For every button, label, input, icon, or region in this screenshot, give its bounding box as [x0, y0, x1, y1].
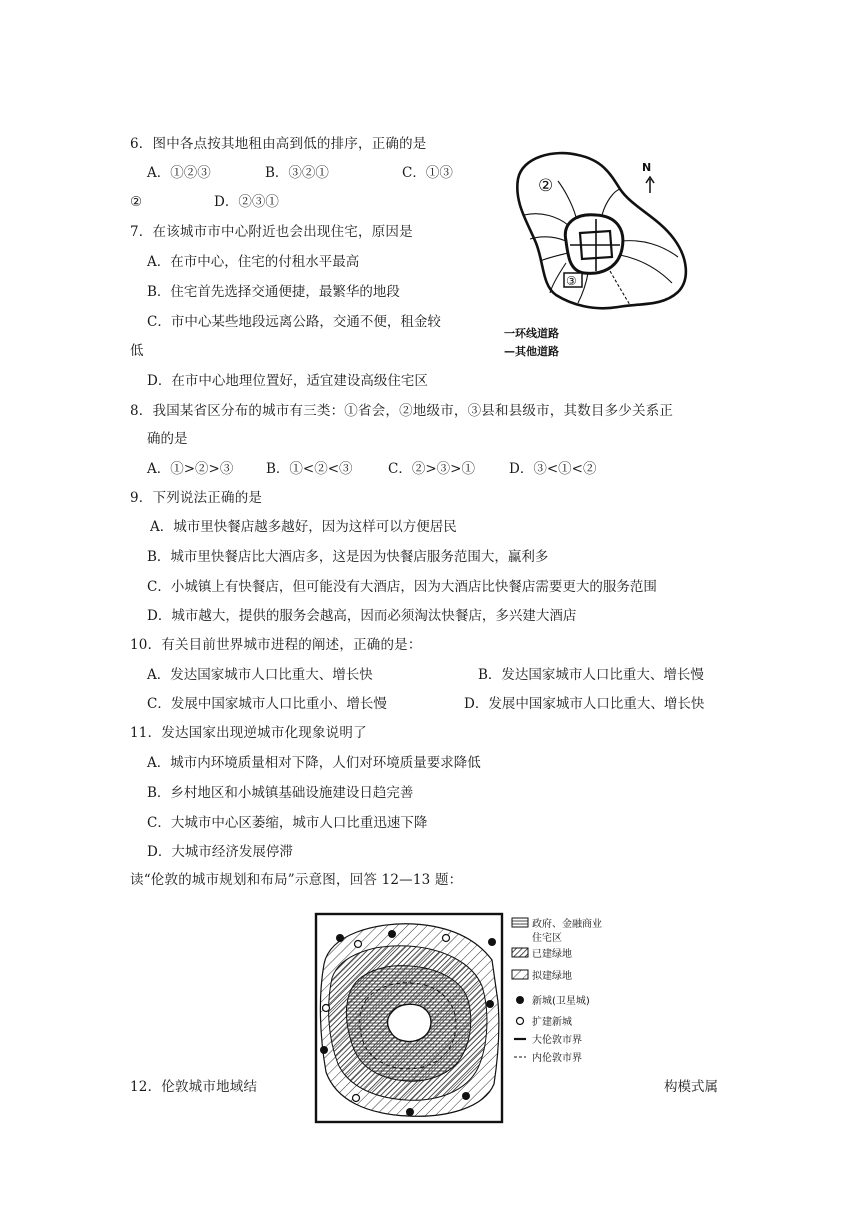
q12-stem-right: 构模式属 [664, 1079, 718, 1095]
q11-option-a: A．城市内环境质量相对下降，人们对环境质量要求降低 [147, 755, 481, 771]
new-town-dot [388, 930, 396, 938]
legend-other-road: —其他道路 [504, 345, 559, 358]
svg-text:拟建绿地: 拟建绿地 [532, 971, 572, 982]
svg-text:大伦敦市界: 大伦敦市界 [532, 1035, 582, 1046]
expanded-town-dot [443, 935, 450, 942]
svg-text:新城(卫星城): 新城(卫星城) [532, 996, 590, 1007]
svg-text:住宅区: 住宅区 [532, 933, 562, 944]
q7-option-b: B．住宅首先选择交通便捷，最繁华的地段 [147, 284, 400, 300]
core-zone [388, 1004, 431, 1041]
q7-option-c: C．市中心某些地段远离公路，交通不便，租金较 [147, 314, 441, 330]
svg-text:扩建新城: 扩建新城 [532, 1017, 572, 1028]
q9-option-c: C．小城镇上有快餐店，但可能没有大酒店，因为大酒店比快餐店需要更大的服务范围 [147, 579, 657, 595]
q11-option-c: C．大城市中心区萎缩，城市人口比重迅速下降 [147, 815, 428, 831]
q8-option-c: C．②>③>① [388, 461, 475, 477]
q9-option-a: A．城市里快餐店越多越好，因为这样可以方便居民 [150, 519, 457, 535]
q10-option-a: A．发达国家城市人口比重大、增长快 [147, 667, 373, 683]
svg-text:内伦敦市界: 内伦敦市界 [532, 1053, 582, 1064]
q9-option-d: D．城市越大，提供的服务会越高，因而必须淘汰快餐店，多兴建大酒店 [147, 608, 577, 624]
q8-option-b: B．①<②<③ [266, 461, 353, 477]
q11-option-b: B．乡村地区和小城镇基础设施建设日趋完善 [147, 785, 414, 801]
ring-road [565, 215, 623, 274]
expanded-town-dot [355, 941, 362, 948]
north-label: N [642, 161, 652, 174]
q11-stem: 11．发达国家出现逆城市化现象说明了 [130, 725, 367, 741]
q6-option-a: A．①②③ [147, 165, 211, 181]
q10-stem: 10．有关目前世界城市进程的阐述，正确的是： [130, 637, 422, 653]
q12-13-intro: 读“伦敦的城市规划和布局”示意图，回答 12—13 题： [130, 872, 463, 888]
q6-option-d: D．②③① [214, 194, 279, 210]
new-town-dot [462, 1092, 470, 1100]
q11-option-d: D．大城市经济发展停滞 [147, 844, 293, 860]
point-2-label: ② [538, 176, 554, 196]
q6-stem: 6．图中各点按其地租由高到低的排序，正确的是 [130, 136, 427, 152]
london-planning-map [296, 908, 640, 1142]
point-3-label: ③ [566, 274, 577, 288]
q10-option-c: C．发展中国家城市人口比重小、增长慢 [147, 696, 387, 712]
q7-stem: 7．在该城市市中心附近也会出现住宅，原因是 [130, 224, 413, 240]
q6-option-b: B．③②① [265, 165, 329, 181]
legend-ring-road: 一环线道路 [504, 327, 559, 340]
svg-text:政府、金融商业: 政府、金融商业 [532, 919, 602, 930]
q9-stem: 9．下列说法正确的是 [130, 490, 263, 506]
q12-stem-left: 12．伦敦城市地域结 [130, 1079, 258, 1095]
q7-option-c-wrap: 低 [130, 343, 144, 359]
q7-option-a: A．在市中心，住宅的付租水平最高 [147, 254, 360, 270]
q10-option-b: B．发达国家城市人口比重大、增长慢 [478, 667, 704, 683]
q8-option-a: A．①>②>③ [147, 461, 234, 477]
new-town-dot [320, 1046, 328, 1054]
expanded-town-dot [323, 1005, 330, 1012]
q7-option-d: D．在市中心地理位置好，适宜建设高级住宅区 [147, 373, 428, 389]
q9-option-b: B．城市里快餐店比大酒店多，这是因为快餐店服务范围大，赢利多 [147, 549, 549, 565]
q8-stem-wrap: 确的是 [147, 431, 188, 447]
q6-option-c: C．①③ [402, 165, 453, 181]
svg-text:已建绿地: 已建绿地 [532, 949, 572, 960]
expanded-town-dot [353, 1095, 360, 1102]
q6-option-c-wrap: ② [130, 194, 143, 210]
q8-option-d: D．③<①<② [509, 461, 597, 477]
north-arrow-icon [646, 177, 654, 193]
new-town-dot [486, 1000, 494, 1008]
q10-option-d: D．发展中国家城市人口比重大、增长快 [464, 696, 705, 712]
city-road-map [502, 145, 702, 363]
new-town-dot [336, 934, 344, 942]
q8-stem: 8．我国某省区分布的城市有三类：①省会，②地级市，③县和县级市，其数目多少关系正 [130, 403, 674, 419]
new-town-dot [488, 938, 496, 946]
new-town-dot [406, 1108, 414, 1116]
